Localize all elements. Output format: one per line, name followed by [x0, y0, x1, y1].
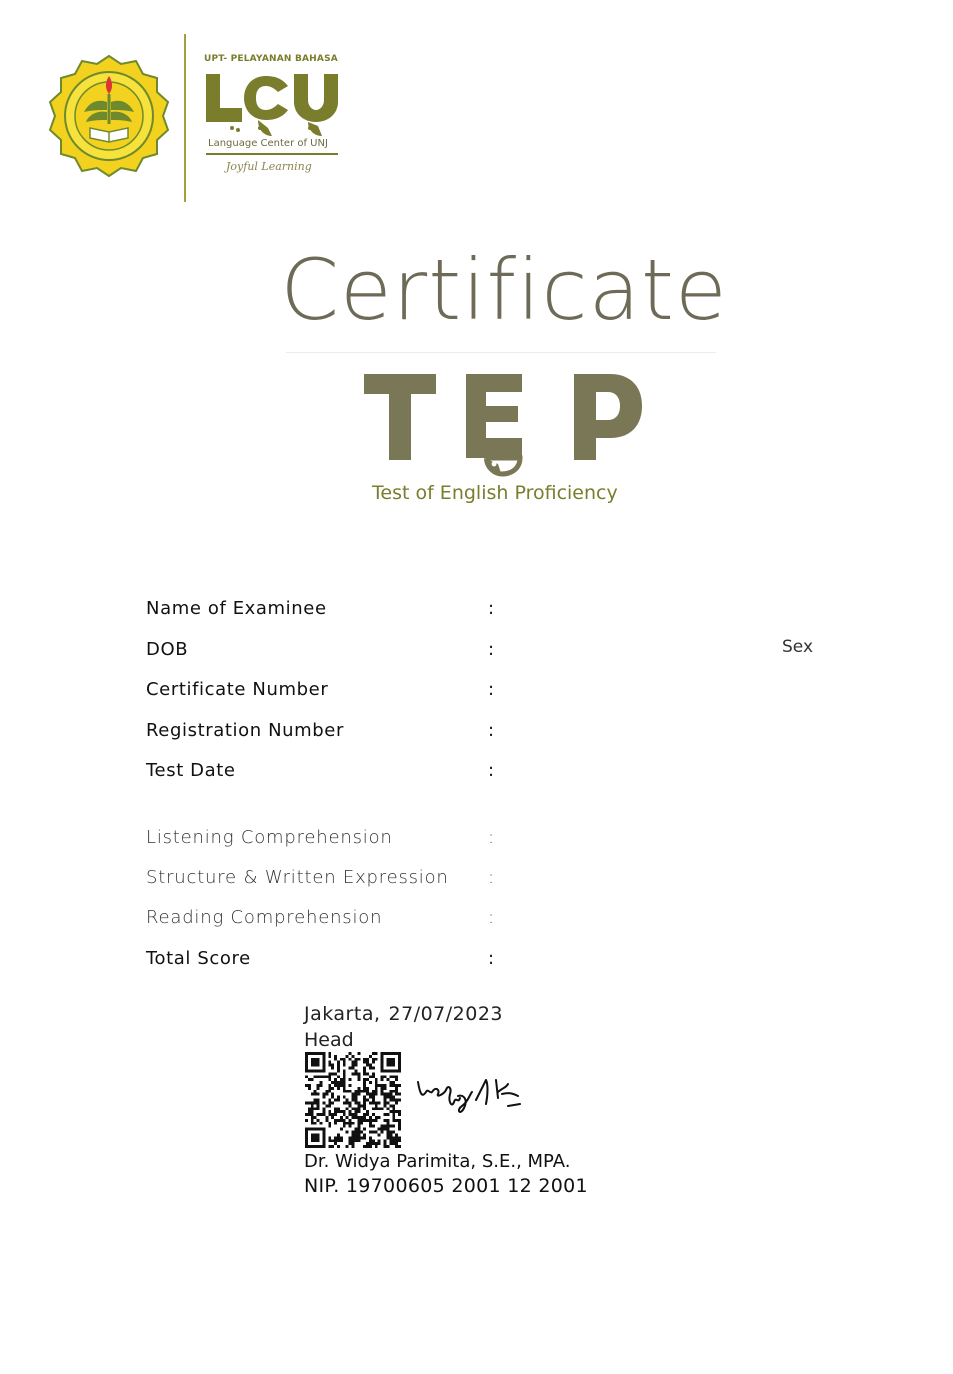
field-colon: : — [488, 720, 495, 741]
field-label: DOB — [146, 639, 189, 660]
sign-city: Jakarta, — [304, 1003, 381, 1025]
tep-logo-icon — [362, 368, 648, 478]
score-total — [146, 948, 846, 974]
lcu-tagline: Joyful Learning — [226, 160, 312, 173]
score-label: Structure & Written Expression — [146, 867, 449, 888]
lcu-full-name: Language Center of UNJ — [208, 138, 328, 149]
lcu-rule — [206, 153, 338, 155]
tep-subtitle: Test of English Proficiency — [372, 482, 618, 504]
field-colon: : — [488, 760, 495, 781]
lcu-mark-icon — [202, 66, 342, 138]
field-colon: : — [488, 639, 495, 660]
field-colon: : — [488, 679, 495, 700]
sign-role: Head — [304, 1029, 354, 1051]
certificate-title: Certificate — [280, 241, 728, 339]
sex-label: Sex — [782, 637, 814, 657]
field-label: Certificate Number — [146, 679, 329, 700]
field-label: Test Date — [146, 760, 236, 781]
field-label: Registration Number — [146, 720, 344, 741]
unit-name: UPT- PELAYANAN BAHASA — [204, 54, 338, 64]
lcu-logo — [202, 52, 352, 182]
qr-code-icon — [304, 1052, 402, 1148]
score-colon: : — [488, 948, 495, 969]
score-colon: : — [488, 907, 495, 928]
sign-place-date — [304, 1003, 503, 1025]
score-colon: : — [488, 867, 495, 888]
field-label: Name of Examinee — [146, 598, 327, 619]
score-label: Listening Comprehension — [146, 827, 393, 848]
score-structure — [146, 867, 846, 893]
signature-icon — [414, 1064, 554, 1128]
score-listening — [146, 827, 846, 853]
university-seal-logo — [44, 54, 174, 184]
title-divider — [286, 352, 716, 353]
field-name-of-examinee — [146, 598, 846, 624]
field-colon: : — [488, 598, 495, 619]
score-colon: : — [488, 827, 495, 848]
field-dob — [146, 639, 846, 665]
sign-date: 27/07/2023 — [388, 1003, 504, 1025]
logo-divider — [184, 34, 186, 202]
field-test-date — [146, 760, 846, 786]
score-label: Total Score — [146, 948, 251, 969]
score-label: Reading Comprehension — [146, 907, 383, 928]
field-registration-number — [146, 720, 846, 746]
field-certificate-number — [146, 679, 846, 705]
signer-nip: NIP. 19700605 2001 12 2001 — [304, 1175, 588, 1197]
signer-name: Dr. Widya Parimita, S.E., MPA. — [304, 1151, 571, 1172]
score-reading — [146, 907, 846, 933]
